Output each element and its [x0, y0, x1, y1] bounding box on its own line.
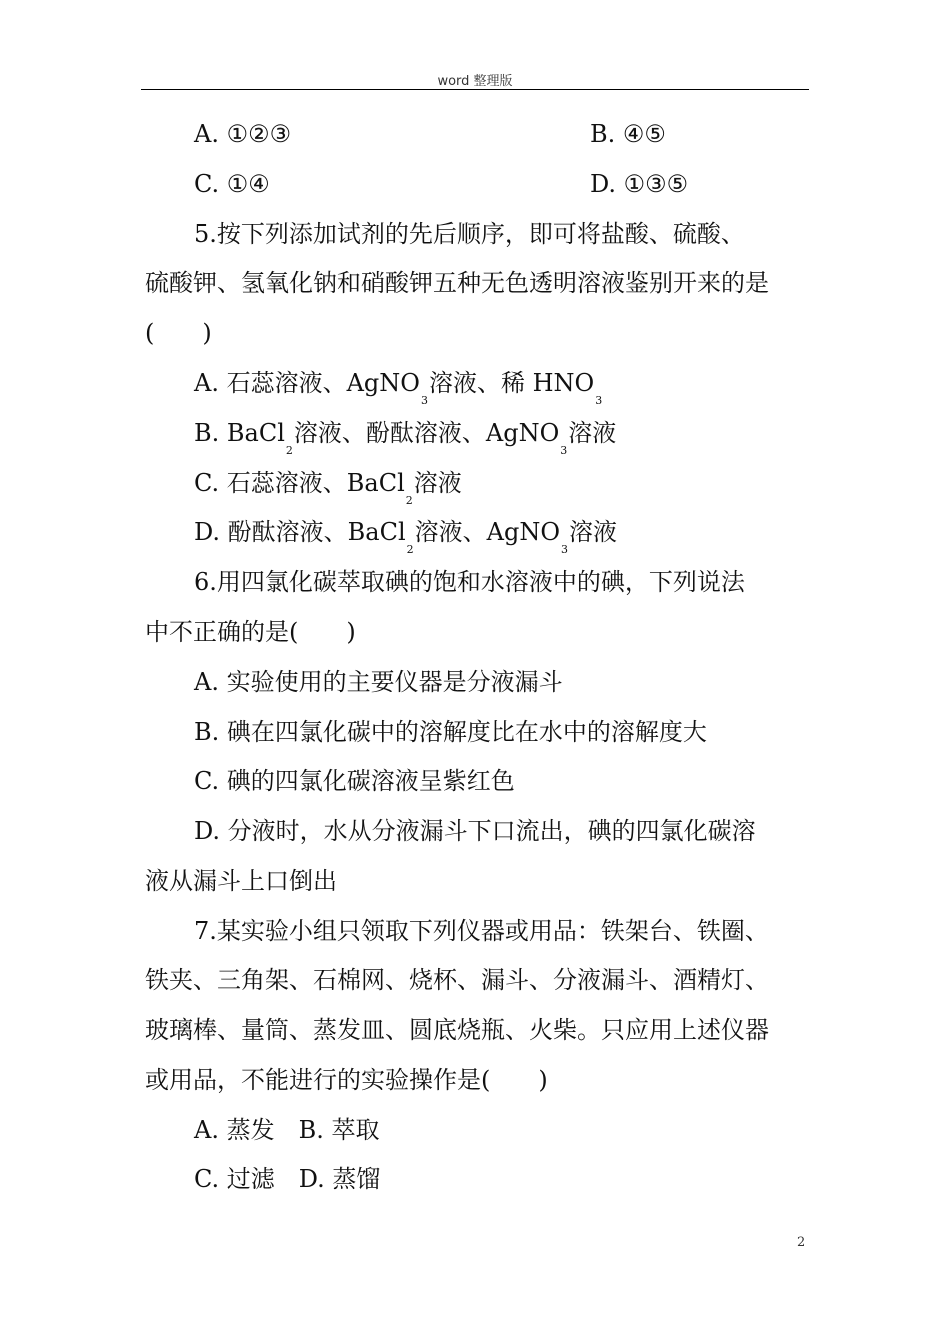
q4-option-d: D. ①③⑤	[590, 170, 689, 198]
q5-c-subscript-1: 2	[405, 494, 413, 507]
q5-a-text-2: 溶液、稀 HNO	[428, 369, 595, 397]
q5-stem-line-2: 硫酸钾、氢氧化钠和硝酸钾五种无色透明溶液鉴别开来的是	[145, 269, 769, 297]
q7-options-cd: C. 过滤 D. 蒸馏	[194, 1165, 381, 1193]
q4-option-c: C. ①④	[194, 170, 270, 198]
q6-option-d-line-1: D. 分液时，水从分液漏斗下口流出，碘的四氯化碳溶	[194, 817, 756, 845]
q6-option-c: C. 碘的四氯化碳溶液呈紫红色	[194, 767, 515, 795]
q5-option-a	[194, 369, 603, 407]
q6-option-b: B. 碘在四氯化碳中的溶解度比在水中的溶解度大	[194, 718, 707, 746]
q7-stem-line-1: 7.某实验小组只领取下列仪器或用品：铁架台、铁圈、	[194, 917, 769, 945]
q5-stem-line-1: 5.按下列添加试剂的先后顺序，即可将盐酸、硫酸、	[194, 220, 745, 248]
q6-option-a: A. 实验使用的主要仪器是分液漏斗	[194, 668, 563, 696]
q7-stem-line-3: 玻璃棒、量筒、蒸发皿、圆底烧瓶、火柴。只应用上述仪器	[145, 1016, 769, 1044]
page-number: 2	[797, 1235, 806, 1250]
q5-option-b	[194, 419, 617, 457]
q6-stem-line-2: 中不正确的是( )	[145, 618, 356, 646]
q5-a-text-1: A. 石蕊溶液、AgNO	[194, 369, 420, 397]
q5-b-subscript-2: 3	[560, 444, 568, 457]
q7-stem-line-4: 或用品，不能进行的实验操作是( )	[145, 1066, 548, 1094]
q5-stem-line-3: ( )	[145, 319, 212, 347]
q5-d-text-2: 溶液、AgNO	[414, 518, 561, 546]
q7-options-ab: A. 蒸发 B. 萃取	[194, 1116, 380, 1144]
q7-stem-line-2: 铁夹、三角架、石棉网、烧杯、漏斗、分液漏斗、酒精灯、	[145, 966, 769, 994]
q5-c-text-2: 溶液	[413, 469, 462, 497]
q5-d-subscript-2: 3	[561, 543, 569, 556]
q5-d-text-3: 溶液	[569, 518, 618, 546]
q5-option-c	[194, 469, 462, 507]
q5-b-subscript-1: 2	[285, 444, 293, 457]
q5-a-subscript-2: 3	[595, 394, 603, 407]
q5-a-subscript-1: 3	[420, 394, 428, 407]
q6-option-d-line-2: 液从漏斗上口倒出	[145, 867, 337, 895]
q4-option-a: A. ①②③	[194, 120, 292, 148]
q5-option-d	[194, 518, 618, 556]
q5-d-subscript-1: 2	[406, 543, 414, 556]
q4-option-b: B. ④⑤	[590, 120, 666, 148]
q5-c-text-1: C. 石蕊溶液、BaCl	[194, 469, 405, 497]
page-header: word 整理版	[437, 74, 513, 89]
q5-b-text-1: B. BaCl	[194, 419, 285, 447]
header-rule	[141, 89, 809, 90]
q6-stem-line-1: 6.用四氯化碳萃取碘的饱和水溶液中的碘，下列说法	[194, 568, 745, 596]
q5-b-text-2: 溶液、酚酞溶液、AgNO	[293, 419, 560, 447]
q5-d-text-1: D. 酚酞溶液、BaCl	[194, 518, 406, 546]
q5-b-text-3: 溶液	[568, 419, 617, 447]
